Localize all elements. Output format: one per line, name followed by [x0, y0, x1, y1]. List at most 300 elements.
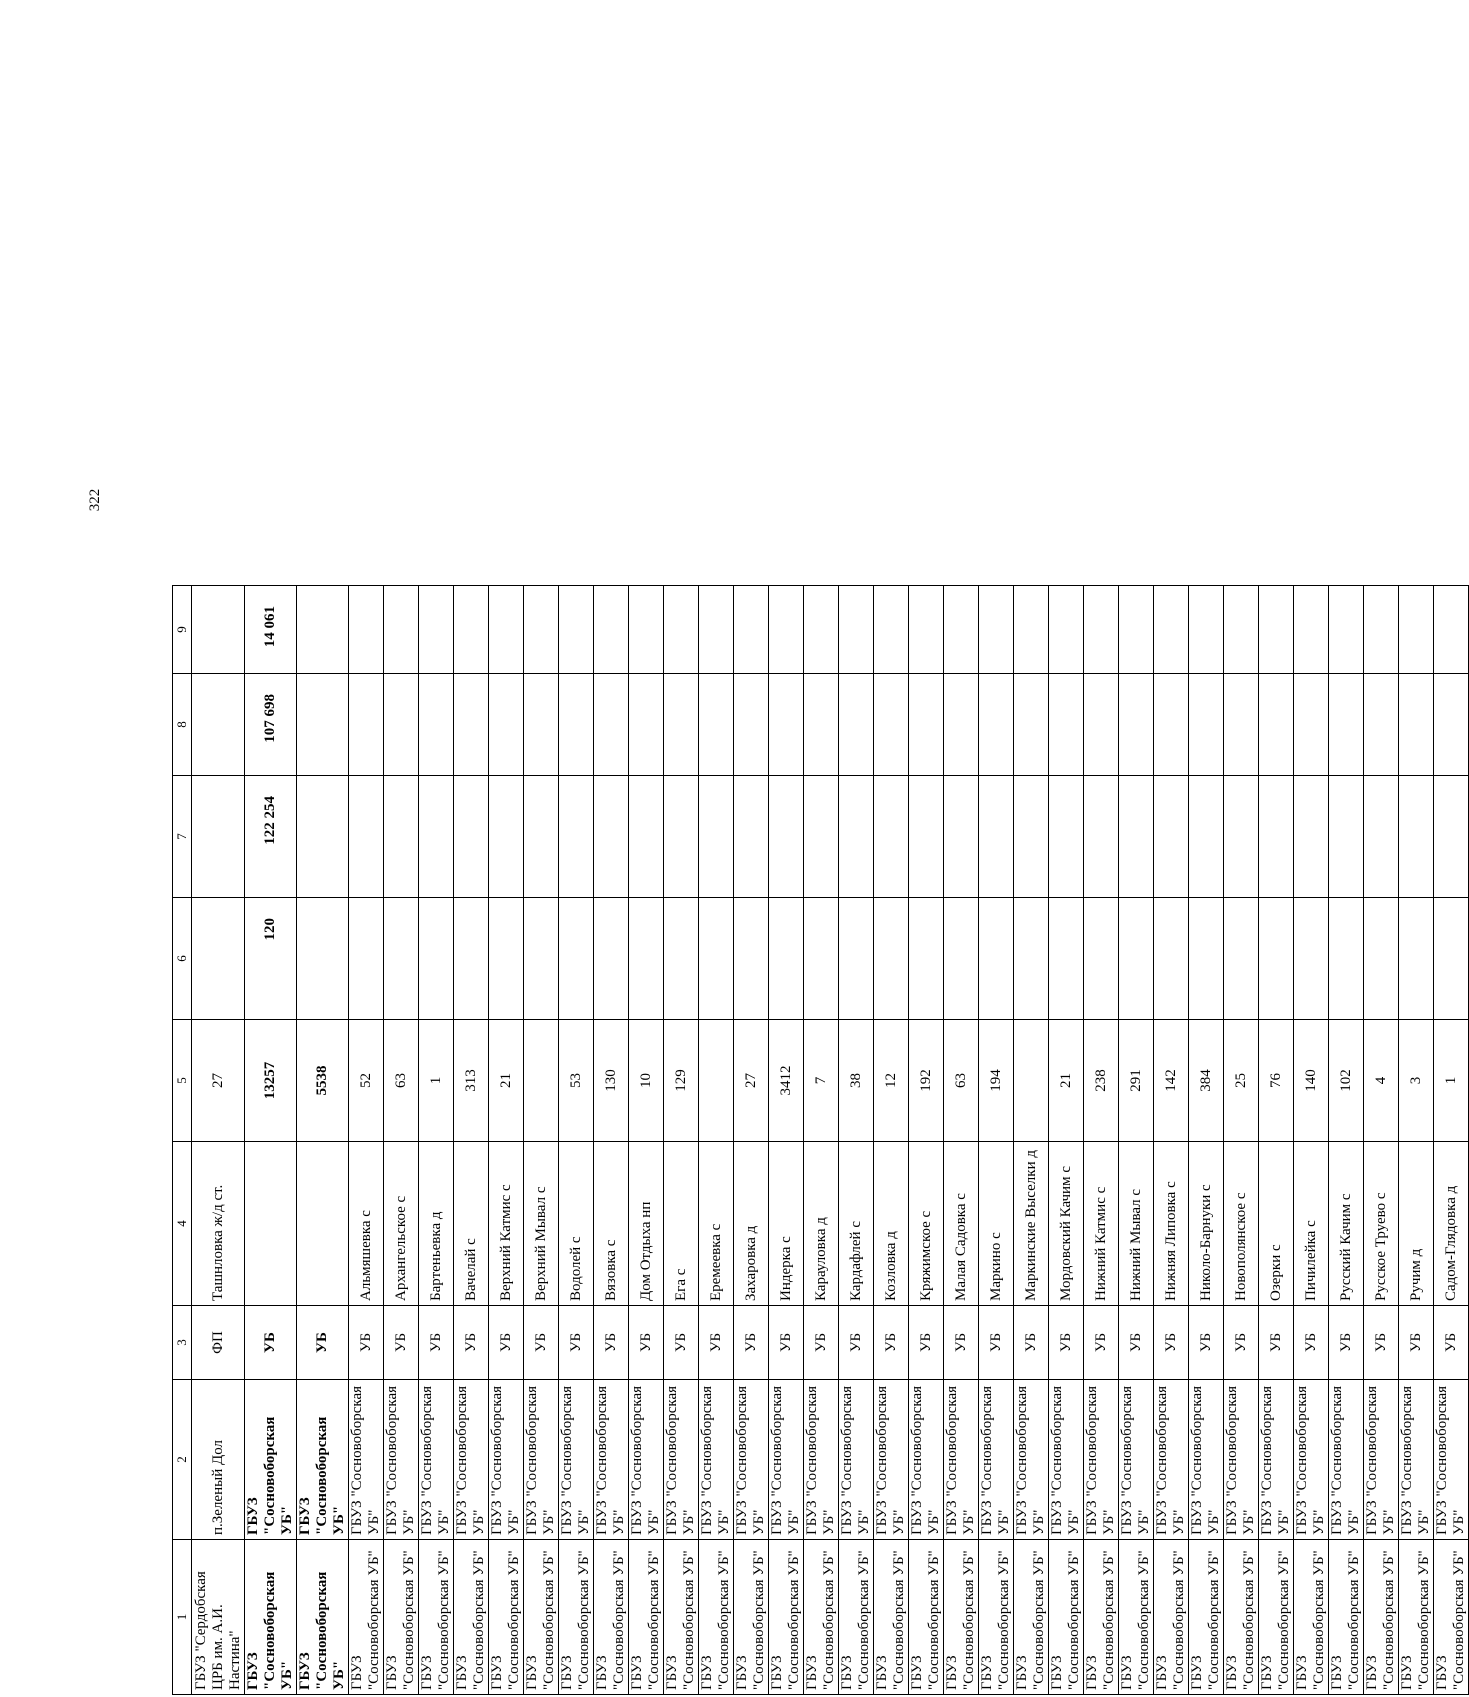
table-cell: ГБУЗ "Сосновоборская УБ" [1189, 1540, 1224, 1695]
table-cell [874, 776, 909, 898]
table-row [1119, 586, 1154, 1695]
column-number: 3 [173, 1306, 192, 1380]
table-cell: ГБУЗ "Сосновоборская УБ" [699, 1540, 734, 1695]
table-cell [349, 776, 384, 898]
table-cell [699, 898, 734, 1020]
table-cell: УБ [349, 1306, 384, 1380]
table-cell: ГБУЗ "Сосновоборская УБ" [489, 1540, 524, 1695]
table-row [559, 586, 594, 1695]
table-cell: Пичилейка с [1294, 1142, 1329, 1306]
table-cell: Захаровка д [734, 1142, 769, 1306]
table-cell [419, 898, 454, 1020]
table-cell: 7 [804, 1020, 839, 1142]
table-cell: 63 [384, 1020, 419, 1142]
table-row [769, 586, 804, 1695]
table-cell [769, 776, 804, 898]
table-cell [349, 674, 384, 776]
table-cell: 13257 [245, 1020, 297, 1142]
table-row [384, 586, 419, 1695]
table-cell: Вачелай с [454, 1142, 489, 1306]
table-cell [629, 776, 664, 898]
table-cell: 3412 [769, 1020, 804, 1142]
table-cell [559, 776, 594, 898]
table-cell [1259, 674, 1294, 776]
table-cell [1329, 898, 1364, 1020]
table-row [944, 586, 979, 1695]
table-cell: ГБУЗ "Сосновоборская УБ" [1014, 1380, 1049, 1540]
table-cell [874, 586, 909, 674]
table-cell: ГБУЗ "Сосновоборская УБ" [909, 1380, 944, 1540]
table-cell [769, 674, 804, 776]
table-cell: ГБУЗ "Сосновоборская УБ" [524, 1380, 559, 1540]
table-cell: ГБУЗ "Сосновоборская УБ" [769, 1380, 804, 1540]
table-cell [734, 586, 769, 674]
table-cell [1084, 898, 1119, 1020]
table-cell: ГБУЗ "Сосновоборская УБ" [944, 1540, 979, 1695]
table-cell [1154, 674, 1189, 776]
table-row [1014, 586, 1049, 1695]
table-cell: УБ [734, 1306, 769, 1380]
table-cell: 1 [419, 1020, 454, 1142]
table-cell: УБ [629, 1306, 664, 1380]
table-cell: ГБУЗ "Сосновоборская УБ" [1119, 1540, 1154, 1695]
table-cell: УБ [944, 1306, 979, 1380]
table-cell: 52 [349, 1020, 384, 1142]
table-cell: 1 [1434, 1020, 1469, 1142]
table-cell [1154, 586, 1189, 674]
table-cell [664, 898, 699, 1020]
table-cell: ГБУЗ "Сосновоборская УБ" [1049, 1380, 1084, 1540]
table-cell [1119, 586, 1154, 674]
table-cell: УБ [1434, 1306, 1469, 1380]
table-cell: 10 [629, 1020, 664, 1142]
table-cell: ГБУЗ "Сосновоборская УБ" [839, 1380, 874, 1540]
table-cell [979, 776, 1014, 898]
table-cell [297, 674, 349, 776]
table-cell [1119, 898, 1154, 1020]
table-cell: ГБУЗ "Сосновоборская УБ" [594, 1380, 629, 1540]
table-cell: Верхний Катмис с [489, 1142, 524, 1306]
table-cell [1399, 898, 1434, 1020]
table-cell [839, 776, 874, 898]
table-cell [1399, 776, 1434, 898]
table-cell: ГБУЗ "Сосновоборская УБ" [1434, 1540, 1469, 1695]
table-cell: ГБУЗ "Сосновоборская УБ" [1364, 1380, 1399, 1540]
table-cell: ГБУЗ "Сосновоборская УБ" [769, 1540, 804, 1695]
table-cell [1084, 586, 1119, 674]
table-cell [1259, 776, 1294, 898]
table-cell [769, 898, 804, 1020]
table-cell: ГБУЗ "Сосновоборская УБ" [1294, 1380, 1329, 1540]
column-number: 2 [173, 1380, 192, 1540]
table-cell [734, 776, 769, 898]
table-cell [1049, 776, 1084, 898]
table-cell [419, 586, 454, 674]
table-cell [1434, 586, 1469, 674]
table-cell: ГБУЗ "Сосновоборская УБ" [979, 1380, 1014, 1540]
table-cell: Нижний Катмис с [1084, 1142, 1119, 1306]
table-cell: ГБУЗ "Сосновоборская УБ" [1224, 1540, 1259, 1695]
table-cell: УБ [979, 1306, 1014, 1380]
table-cell: ГБУЗ "Сосновоборская УБ" [804, 1540, 839, 1695]
table-cell: ГБУЗ "Сосновоборская УБ" [245, 1380, 297, 1540]
table-cell: УБ [419, 1306, 454, 1380]
table-cell [979, 898, 1014, 1020]
table-cell [944, 674, 979, 776]
table-cell: ГБУЗ "Сосновоборская УБ" [454, 1380, 489, 1540]
table-row [1329, 586, 1364, 1695]
column-number: 8 [173, 674, 192, 776]
table-cell [699, 776, 734, 898]
table-row [1294, 586, 1329, 1695]
table-cell [909, 586, 944, 674]
table-cell: УБ [1329, 1306, 1364, 1380]
table-cell: ГБУЗ "Сосновоборская УБ" [384, 1380, 419, 1540]
table-cell: 27 [192, 1020, 245, 1142]
table-cell [489, 674, 524, 776]
table-cell: Козловка д [874, 1142, 909, 1306]
table-cell: УБ [297, 1306, 349, 1380]
column-number: 9 [173, 586, 192, 674]
table-cell: ГБУЗ "Сосновоборская УБ" [1294, 1540, 1329, 1695]
table-cell: УБ [384, 1306, 419, 1380]
table-cell [979, 674, 1014, 776]
table-cell: УБ [1084, 1306, 1119, 1380]
table-cell: ГБУЗ "Сосновоборская УБ" [909, 1540, 944, 1695]
table-cell: УБ [559, 1306, 594, 1380]
table-cell: Вязовка с [594, 1142, 629, 1306]
table-cell: 38 [839, 1020, 874, 1142]
table-cell [1294, 674, 1329, 776]
table-cell [524, 1020, 559, 1142]
table-cell [1189, 674, 1224, 776]
table-cell: Садом-Глядовка д [1434, 1142, 1469, 1306]
table-cell: Ручим д [1399, 1142, 1434, 1306]
table-cell [489, 776, 524, 898]
table-cell: 21 [489, 1020, 524, 1142]
table-cell [192, 586, 245, 674]
table-cell [1084, 674, 1119, 776]
table-cell [192, 674, 245, 776]
table-cell [524, 674, 559, 776]
table-cell: ГБУЗ "Сосновоборская УБ" [1329, 1380, 1364, 1540]
table-cell: 14 061 [245, 586, 297, 674]
table-cell [559, 674, 594, 776]
table-row [664, 586, 699, 1695]
table-cell: ГБУЗ "Сосновоборская УБ" [1329, 1540, 1364, 1695]
table-cell: ГБУЗ "Сосновоборская УБ" [1399, 1540, 1434, 1695]
table-cell: Новополянское с [1224, 1142, 1259, 1306]
table-row [349, 586, 384, 1695]
table-cell [594, 776, 629, 898]
page-number: 322 [87, 488, 103, 512]
table-cell [839, 586, 874, 674]
table-cell: ГБУЗ "Сосновоборская УБ" [454, 1540, 489, 1695]
column-number: 1 [173, 1540, 192, 1695]
table-cell: ГБУЗ "Сосновоборская УБ" [1049, 1540, 1084, 1695]
table-cell: ГБУЗ "Сосновоборская УБ" [594, 1540, 629, 1695]
table-cell [524, 776, 559, 898]
table-cell: ГБУЗ "Сосновоборская УБ" [1154, 1540, 1189, 1695]
table-cell: УБ [1119, 1306, 1154, 1380]
table-cell [1434, 776, 1469, 898]
table-cell: Индерка с [769, 1142, 804, 1306]
table-cell: УБ [1014, 1306, 1049, 1380]
column-number: 6 [173, 898, 192, 1020]
table-cell: УБ [1224, 1306, 1259, 1380]
table-row [1364, 586, 1399, 1695]
table-cell [1084, 776, 1119, 898]
table-cell [629, 586, 664, 674]
table-cell [489, 898, 524, 1020]
table-cell [594, 586, 629, 674]
table-cell: УБ [245, 1306, 297, 1380]
table-cell: ГБУЗ "Сосновоборская УБ" [245, 1540, 297, 1695]
table-cell: ФП [192, 1306, 245, 1380]
table-row [1084, 586, 1119, 1695]
table-cell [699, 674, 734, 776]
table-row [1189, 586, 1224, 1695]
table-cell [839, 674, 874, 776]
table-row [629, 586, 664, 1695]
table-cell [489, 586, 524, 674]
table-cell: УБ [664, 1306, 699, 1380]
table-cell [192, 776, 245, 898]
table-cell [769, 586, 804, 674]
table-cell [454, 776, 489, 898]
table-cell [629, 898, 664, 1020]
table-row [1434, 586, 1469, 1695]
table-cell [297, 776, 349, 898]
table-cell: УБ [1154, 1306, 1189, 1380]
table-cell [245, 1142, 297, 1306]
table-cell: Ега с [664, 1142, 699, 1306]
table-cell: ГБУЗ "Сердобская ЦРБ им. А.И. Настина" [192, 1540, 245, 1695]
table-cell [734, 674, 769, 776]
table-cell [804, 674, 839, 776]
table-cell: ГБУЗ "Сосновоборская УБ" [1224, 1380, 1259, 1540]
table-cell: ГБУЗ "Сосновоборская УБ" [419, 1380, 454, 1540]
table-cell [1119, 776, 1154, 898]
table-cell [192, 898, 245, 1020]
table-cell [874, 674, 909, 776]
table-cell: 5538 [297, 1020, 349, 1142]
table-cell: УБ [839, 1306, 874, 1380]
table-cell: ГБУЗ "Сосновоборская УБ" [419, 1540, 454, 1695]
table-cell: УБ [699, 1306, 734, 1380]
table-cell: ГБУЗ "Сосновоборская УБ" [804, 1380, 839, 1540]
table-cell [1014, 776, 1049, 898]
data-table [172, 585, 1469, 1695]
table-cell: 76 [1259, 1020, 1294, 1142]
table-cell: Николо-Барнуки с [1189, 1142, 1224, 1306]
table-cell: ГБУЗ "Сосновоборская УБ" [839, 1540, 874, 1695]
table-row [454, 586, 489, 1695]
table-row [734, 586, 769, 1695]
table-cell: ГБУЗ "Сосновоборская УБ" [1084, 1540, 1119, 1695]
table-row [192, 586, 245, 1695]
table-cell [349, 586, 384, 674]
table-cell: ГБУЗ "Сосновоборская УБ" [629, 1380, 664, 1540]
table-cell: ГБУЗ "Сосновоборская УБ" [559, 1380, 594, 1540]
table-cell: УБ [1364, 1306, 1399, 1380]
table-cell [664, 674, 699, 776]
table-cell: УБ [1189, 1306, 1224, 1380]
table-cell: Маркинские Выселки д [1014, 1142, 1049, 1306]
table-row [979, 586, 1014, 1695]
table-cell: Верхний Мывал с [524, 1142, 559, 1306]
table-cell [1294, 776, 1329, 898]
table-cell [1294, 586, 1329, 674]
table-cell: 4 [1364, 1020, 1399, 1142]
table-cell: ГБУЗ "Сосновоборская УБ" [297, 1540, 349, 1695]
table-cell [1329, 674, 1364, 776]
table-cell: Карауловка д [804, 1142, 839, 1306]
table-cell [1364, 674, 1399, 776]
table-cell: ГБУЗ "Сосновоборская УБ" [1014, 1540, 1049, 1695]
table-cell: 313 [454, 1020, 489, 1142]
table-cell: ГБУЗ "Сосновоборская УБ" [664, 1540, 699, 1695]
table-cell [629, 674, 664, 776]
table-cell [1014, 1020, 1049, 1142]
table-cell: ГБУЗ "Сосновоборская УБ" [734, 1540, 769, 1695]
table-row [804, 586, 839, 1695]
table-cell [839, 898, 874, 1020]
table-cell: ГБУЗ "Сосновоборская УБ" [1399, 1380, 1434, 1540]
table-cell: 53 [559, 1020, 594, 1142]
table-cell [1434, 674, 1469, 776]
table-cell [1434, 898, 1469, 1020]
table-cell [909, 674, 944, 776]
table-cell: Русское Труево с [1364, 1142, 1399, 1306]
table-cell: ГБУЗ "Сосновоборская УБ" [1119, 1380, 1154, 1540]
table-cell [384, 586, 419, 674]
table-cell [297, 1142, 349, 1306]
table-cell [594, 898, 629, 1020]
table-cell [1224, 776, 1259, 898]
table-row [297, 586, 349, 1695]
table-cell [1364, 776, 1399, 898]
table-cell [594, 674, 629, 776]
table-cell: УБ [489, 1306, 524, 1380]
table-cell [1049, 674, 1084, 776]
table-cell: ГБУЗ "Сосновоборская УБ" [734, 1380, 769, 1540]
table-cell: Архангельское с [384, 1142, 419, 1306]
table-cell: Нижняя Липовка с [1154, 1142, 1189, 1306]
table-cell [1049, 898, 1084, 1020]
table-cell: Бартеньевка д [419, 1142, 454, 1306]
table-row [699, 586, 734, 1695]
table-cell: ГБУЗ "Сосновоборская УБ" [1154, 1380, 1189, 1540]
table-cell: 3 [1399, 1020, 1434, 1142]
table-cell [1189, 898, 1224, 1020]
table-cell [1014, 674, 1049, 776]
table-cell [1224, 898, 1259, 1020]
table-cell: 130 [594, 1020, 629, 1142]
table-cell [1259, 586, 1294, 674]
table-cell [454, 586, 489, 674]
table-cell: ГБУЗ "Сосновоборская УБ" [629, 1540, 664, 1695]
table-cell: Кряжимское с [909, 1142, 944, 1306]
table-cell [297, 898, 349, 1020]
table-cell: Дом Отдыха нп [629, 1142, 664, 1306]
table-cell: ГБУЗ "Сосновоборская УБ" [1259, 1540, 1294, 1695]
column-number: 7 [173, 776, 192, 898]
table-cell: УБ [769, 1306, 804, 1380]
table-row [1049, 586, 1084, 1695]
table-cell [1364, 898, 1399, 1020]
table-cell: 291 [1119, 1020, 1154, 1142]
table-cell [804, 898, 839, 1020]
table-cell [454, 674, 489, 776]
table-row [245, 586, 297, 1695]
table-row [909, 586, 944, 1695]
table-cell [699, 586, 734, 674]
table-cell: 238 [1084, 1020, 1119, 1142]
table-cell: Нижний Мывал с [1119, 1142, 1154, 1306]
table-cell: ГБУЗ "Сосновоборская УБ" [979, 1540, 1014, 1695]
table-cell: УБ [874, 1306, 909, 1380]
table-cell [384, 776, 419, 898]
table-cell: ГБУЗ "Сосновоборская УБ" [1189, 1380, 1224, 1540]
table-cell: 25 [1224, 1020, 1259, 1142]
table-cell: Русский Качим с [1329, 1142, 1364, 1306]
table-cell [1119, 674, 1154, 776]
table-cell: ГБУЗ "Сосновоборская УБ" [699, 1380, 734, 1540]
table-cell: Альмяшевка с [349, 1142, 384, 1306]
table-cell: ГБУЗ "Сосновоборская УБ" [1364, 1540, 1399, 1695]
table-cell [524, 586, 559, 674]
table-cell: ГБУЗ "Сосновоборская УБ" [1434, 1380, 1469, 1540]
table-cell: 142 [1154, 1020, 1189, 1142]
table-cell [909, 776, 944, 898]
table-cell: ГБУЗ "Сосновоборская УБ" [384, 1540, 419, 1695]
table-cell: Ташнловка ж/д ст. [192, 1142, 245, 1306]
table-cell: УБ [524, 1306, 559, 1380]
table-cell [454, 898, 489, 1020]
table-cell [944, 898, 979, 1020]
table-cell [1224, 586, 1259, 674]
table-cell [1049, 586, 1084, 674]
table-cell: ГБУЗ "Сосновоборская УБ" [524, 1540, 559, 1695]
table-cell [384, 898, 419, 1020]
table-cell: Кардафлей с [839, 1142, 874, 1306]
table-cell: Малая Садовка с [944, 1142, 979, 1306]
table-cell: УБ [454, 1306, 489, 1380]
table-cell [1014, 586, 1049, 674]
table-cell: 192 [909, 1020, 944, 1142]
table-cell: ГБУЗ "Сосновоборская УБ" [349, 1380, 384, 1540]
table-cell: ГБУЗ "Сосновоборская УБ" [297, 1380, 349, 1540]
table-cell: ГБУЗ "Сосновоборская УБ" [1084, 1380, 1119, 1540]
table-row [419, 586, 454, 1695]
table-cell [1014, 898, 1049, 1020]
table-row [594, 586, 629, 1695]
table-cell [734, 898, 769, 1020]
table-cell [1154, 898, 1189, 1020]
table-cell: 27 [734, 1020, 769, 1142]
table-cell: ГБУЗ "Сосновоборская УБ" [1259, 1380, 1294, 1540]
table-row [839, 586, 874, 1695]
table-cell: УБ [1259, 1306, 1294, 1380]
table-cell [1294, 898, 1329, 1020]
table-row [874, 586, 909, 1695]
table-cell [559, 898, 594, 1020]
table-cell [1399, 586, 1434, 674]
table-row [1154, 586, 1189, 1695]
table-cell: 129 [664, 1020, 699, 1142]
table-cell [1224, 674, 1259, 776]
